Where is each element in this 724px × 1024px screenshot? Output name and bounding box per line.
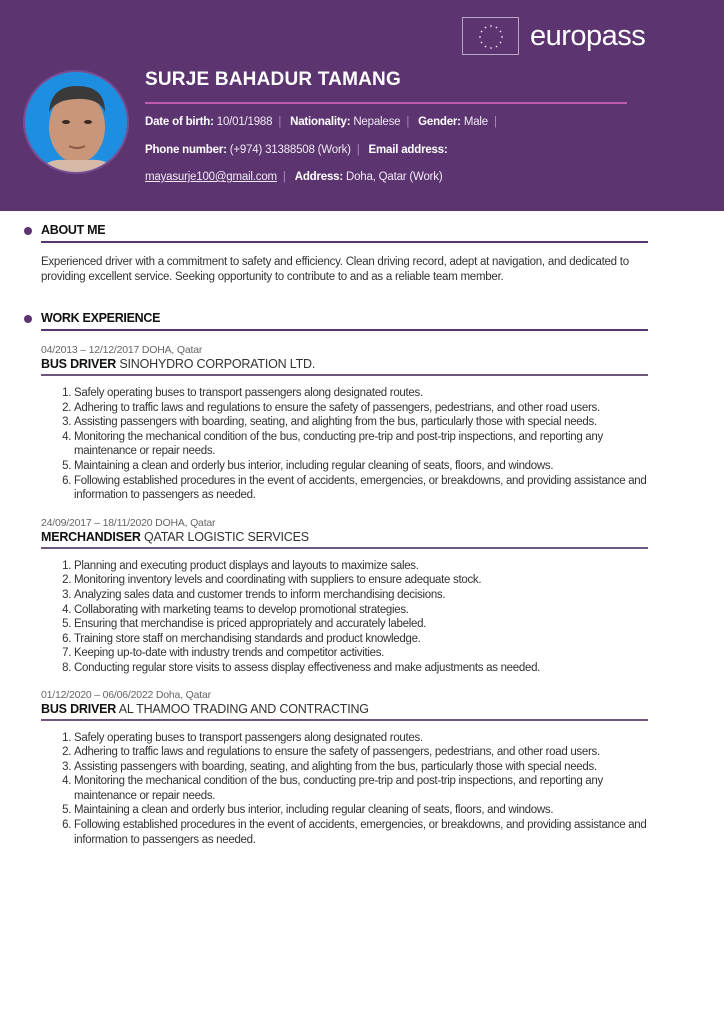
duty-list: [74, 386, 648, 503]
duty-item: 3. Assisting passengers with boarding, seating, and alighting from the bus, particularly those with special needs.: [74, 415, 648, 430]
duty-item: 1. Safely operating buses to transport passengers along designated routes.: [74, 386, 648, 401]
nationality-value: Nepalese: [353, 116, 401, 128]
duty-item: 2. Adhering to traffic laws and regulations to ensure the safety of passengers, pedestrians, and other road users.: [74, 745, 648, 760]
duty-item: 3. Analyzing sales data and customer trends to inform merchandising decisions.: [74, 588, 648, 603]
job-date: 24/09/2017 – 18/11/2020 DOHA, Qatar: [41, 516, 216, 529]
duty-item: 3. Assisting passengers with boarding, seating, and alighting from the bus, particularly those with special needs.: [74, 760, 648, 775]
info-line-3: mayasurje100@gmail.com | Address: Doha, Qatar (Work): [145, 171, 443, 183]
section-divider: [41, 241, 648, 243]
about-text: Experienced driver with a commitment to safety and efficiency. Clean driving record, adept at navigation, and dedicated to providing excellent service. Seeking opportunity to contribute to and as a reliable team member.: [41, 256, 629, 283]
job-title: [41, 357, 648, 371]
dob-value: 10/01/1988: [216, 116, 273, 128]
job-employer: AL THAMOO TRADING AND CONTRACTING: [118, 701, 369, 716]
job-role: BUS DRIVER: [41, 357, 117, 371]
duty-item: 4. Monitoring the mechanical condition of the bus, conducting pre-trip and post-trip inspections, and reporting any maintenance or repair needs.: [74, 774, 648, 803]
duty-item: 7. Keeping up-to-date with industry trends and competitor activities.: [74, 646, 648, 661]
email-link[interactable]: mayasurje100@gmail.com: [145, 171, 277, 183]
job-date: 01/12/2020 – 06/06/2022 Doha, Qatar: [41, 688, 211, 701]
job-role: MERCHANDISER: [41, 529, 141, 544]
section-divider: [41, 329, 648, 331]
job-divider: [41, 719, 648, 721]
duty-item: 5. Maintaining a clean and orderly bus interior, including regular cleaning of seats, floors, and windows.: [74, 459, 648, 474]
phone-label: Phone number:: [145, 144, 227, 156]
duty-item: 4. Monitoring the mechanical condition of the bus, conducting pre-trip and post-trip inspections, and reporting any maintenance or repair needs.: [74, 430, 648, 459]
job-list: [41, 344, 648, 847]
duty-list: [74, 731, 648, 848]
duty-item: 5. Maintaining a clean and orderly bus interior, including regular cleaning of seats, floors, and windows.: [74, 803, 648, 818]
job-role: BUS DRIVER: [41, 701, 117, 716]
duty-item: 6. Following established procedures in the event of accidents, emergencies, or breakdowns, and providing assistance and information to passengers as needed.: [74, 818, 648, 847]
phone-value: (+974) 31388508 (Work): [229, 144, 351, 156]
duty-item: 6. Training store staff on merchandising standards and product knowledge.: [74, 632, 648, 647]
duty-list: [74, 559, 648, 676]
full-name: SURJE BAHADUR TAMANG: [145, 69, 401, 90]
address-value: Doha, Qatar (Work): [345, 171, 443, 183]
profile-photo: [23, 70, 129, 174]
job-divider: [41, 547, 648, 549]
job-divider: [41, 374, 648, 376]
name-divider: [145, 102, 627, 104]
work-title: WORK EXPERIENCE: [41, 311, 161, 325]
job-entry: [41, 517, 648, 676]
section-bullet-icon: [24, 227, 32, 235]
about-section: [41, 223, 648, 284]
gender-label: Gender:: [418, 116, 461, 128]
email-label: Email address:: [368, 144, 448, 156]
job-employer: SINOHYDRO CORPORATION LTD.: [119, 357, 316, 371]
logo-text: europass: [530, 19, 646, 52]
about-title: ABOUT ME: [41, 223, 106, 237]
job-title: [41, 530, 648, 544]
duty-item: 1. Safely operating buses to transport passengers along designated routes.: [74, 731, 648, 746]
job-date: 04/2013 – 12/12/2017 DOHA, Qatar: [41, 344, 203, 356]
duty-item: 5. Ensuring that merchandise is priced appropriately and accurately labeled.: [74, 617, 648, 632]
gender-value: Male: [463, 116, 488, 128]
duty-item: 6. Following established procedures in the event of accidents, emergencies, or breakdowns, and providing assistance and information to passengers as needed.: [74, 474, 648, 503]
info-line-2: Phone number: (+974) 31388508 (Work) | Email address:: [145, 144, 448, 156]
job-employer: QATAR LOGISTIC SERVICES: [143, 529, 309, 544]
dob-label: Date of birth:: [145, 116, 214, 128]
job-title: [41, 702, 648, 716]
duty-item: 2. Adhering to traffic laws and regulations to ensure the safety of passengers, pedestrians, and other road users.: [74, 401, 648, 416]
section-bullet-icon: [24, 315, 32, 323]
job-entry: [41, 689, 648, 848]
cv-header: [0, 0, 724, 211]
job-entry: [41, 344, 648, 503]
duty-item: 8. Conducting regular store visits to assess display effectiveness and make adjustments as needed.: [74, 661, 648, 676]
europass-logo: [462, 17, 645, 55]
work-section: [41, 311, 648, 847]
duty-item: 4. Collaborating with marketing teams to develop promotional strategies.: [74, 603, 648, 618]
eu-stars-icon: [462, 17, 519, 55]
duty-item: 1. Planning and executing product displays and layouts to maximize sales.: [74, 559, 648, 574]
duty-item: 2. Monitoring inventory levels and coordinating with suppliers to ensure adequate stock.: [74, 573, 648, 588]
nationality-label: Nationality:: [290, 116, 351, 128]
address-label: Address:: [294, 171, 343, 183]
info-line-1: Date of birth: 10/01/1988 | Nationality: Nepalese | Gender: Male |: [145, 116, 497, 128]
